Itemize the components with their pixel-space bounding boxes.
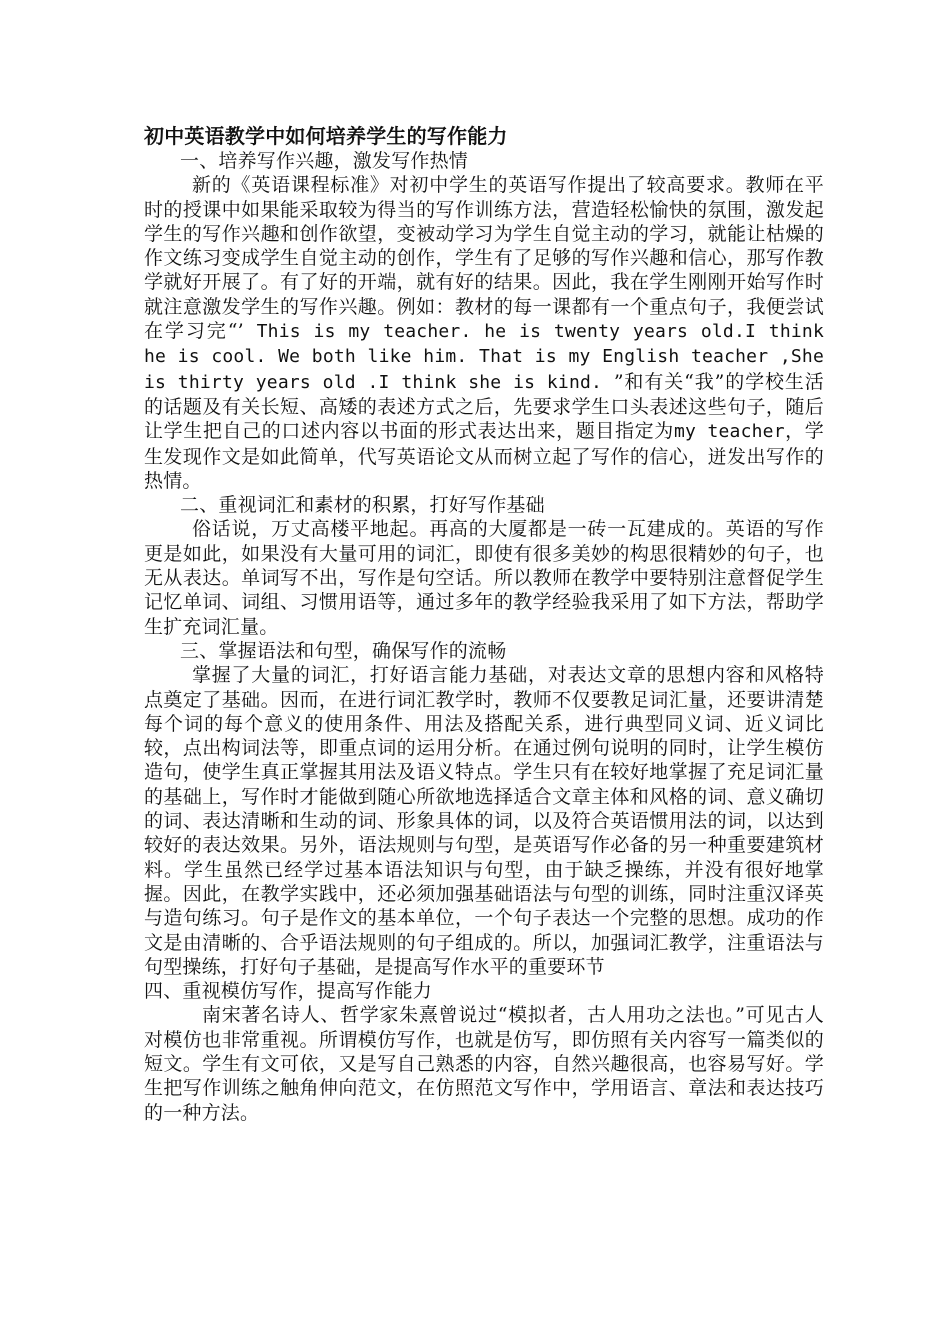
section-paragraph-2: 俗话说，万丈高楼平地起。再高的大厦都是一砖一瓦建成的。英语的写作更是如此，如果没有大量可用的词汇，即使有很多美妙的构思很精妙的句子，也无从表达。单词写不出，写作是句空话。所以教师在教学中要特别注意督促学生记忆单词、词组、习惯用语等，通过多年的教学经验我采用了如下方法，帮助学生扩充词汇量。 (144, 518, 824, 638)
section-heading-1: 一、培养写作兴趣，激发写作热情 (180, 150, 469, 172)
paragraph-text: 新的《英语课程标准》对初中学生的英语写作提出了较高要求。教师在平时的授课中如果能采取较为得当的写作训练方法，营造轻松愉快的氛围，激发起学生的写作兴趣和创作欲望，变被动学习为学生自觉主动的学习，就能让枯燥的作文练习变成学生自觉主动的创作，学生有了足够的写作兴趣和信心，那写作教学就好开展了。有了好的开端，就有好的结果。因此，我在学生刚刚开始写作时就注意激发学生的写作兴趣。例如：教材的每一课都有一个重点句子，我便尝试在学习完“’ (144, 174, 824, 343)
section-paragraph-1 (144, 173, 824, 493)
paragraph-text: ”和有关“我”的学校生活的话题及有关长短、高矮的表述方式之后，先要求学生口头表述这些句子，随后让学生把自己的口述内容以书面的形式表达出来，题目指定为 (144, 370, 824, 443)
document-title: 初中英语教学中如何培养学生的写作能力 (144, 124, 508, 148)
section-heading-4: 四、重视模仿写作，提高写作能力 (144, 980, 433, 1003)
english-quote: This is my teacher. he is twenty years old.I think he is cool. We both like him. That is my English teacher ,She is thirty years old .I think she is kind. (144, 321, 824, 393)
paragraph-text: ，学生发现作文是如此简单，代写英语论文从而树立起了写作的信心，迸发出写作的热情。 (144, 420, 824, 492)
section-paragraph-4: 南宋著名诗人、哲学家朱熹曾说过“模拟者，古人用功之法也。”可见古人对模仿也非常重视。所谓模仿写作，也就是仿写，即仿照有关内容写一篇类似的短文。学生有文可依，又是写自己熟悉的内容，自然兴趣很高，也容易写好。学生把写作训练之触角伸向范文，在仿照范文写作中，学用语言、章法和表达技巧的一种方法。 (144, 1004, 824, 1124)
section-heading-2: 二、重视词汇和素材的积累，打好写作基础 (180, 494, 545, 517)
english-topic: my teacher (673, 421, 785, 443)
section-heading-3: 三、掌握语法和句型，确保写作的流畅 (180, 639, 507, 662)
document-body (144, 123, 824, 1125)
section-paragraph-3: 掌握了大量的词汇，打好语言能力基础，对表达文章的思想内容和风格特点奠定了基础。因而，在进行词汇教学时，教师不仅要教足词汇量，还要讲清楚每个词的每个意义的使用条件、用法及搭配关系，进行典型同义词、近义词比较，点出构词法等，即重点词的运用分析。在通过例句说明的同时，让学生模仿造句，使学生真正掌握其用法及语义特点。学生只有在较好地掌握了充足词汇量的基础上，写作时才能做到随心所欲地选择适合文章主体和风格的词、意义确切的词、表达清晰和生动的词、形象具体的词，以及符合英语惯用法的词，以达到较好的表达效果。另外，语法规则与句型，是英语写作必备的另一种重要建筑材料。学生虽然已经学过基本语法知识与句型，由于缺乏操练，并没有很好地掌握。因此，在教学实践中，还必须加强基础语法与句型的训练，同时注重汉译英与造句练习。句子是作文的基本单位，一个句子表达一个完整的思想。成功的作文是由清晰的、合乎语法规则的句子组成的。所以，加强词汇教学，注重语法与句型操练，打好句子基础，是提高写作水平的重要环节 (144, 664, 824, 978)
